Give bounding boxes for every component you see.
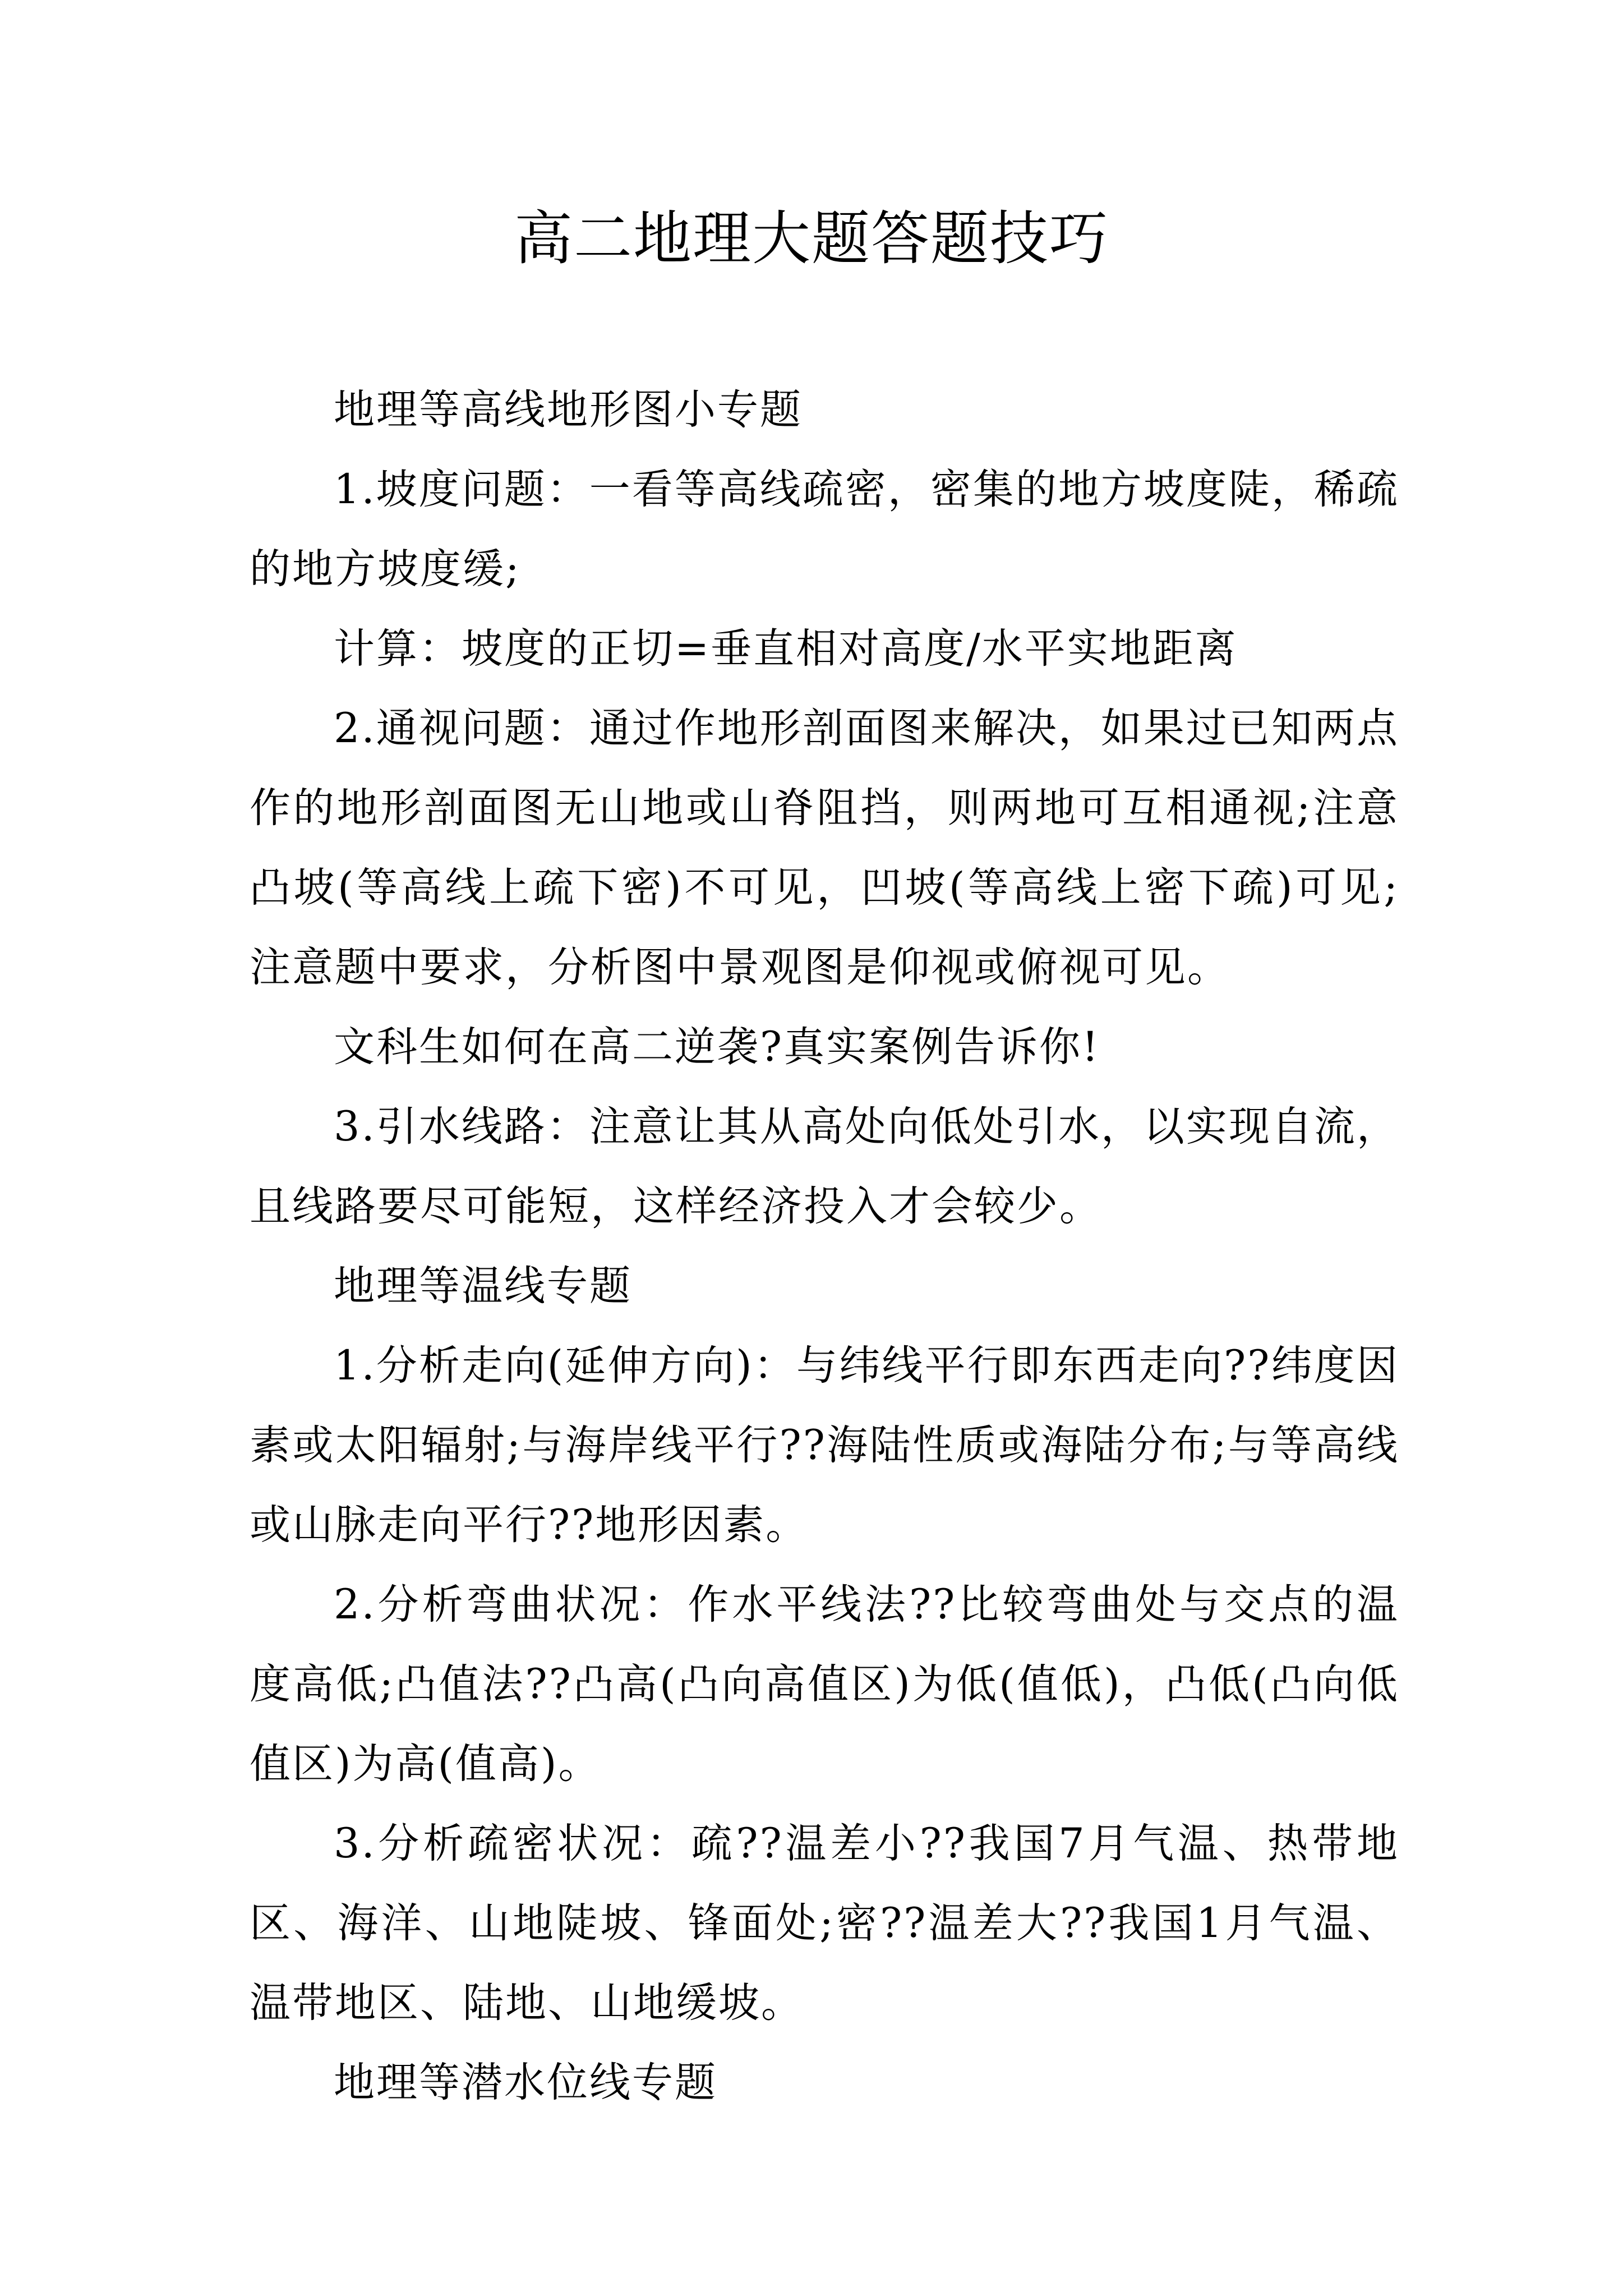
paragraph-isotherm-density: 3.分析疏密状况：疏??温差小??我国7月气温、热带地区、海洋、山地陡坡、锋面处;密??温差大??我国1月气温、温带地区、陆地、山地缓坡。 (250, 1820, 1399, 2027)
paragraph-slope-calc: 计算：坡度的正切=垂直相对高度/水平实地距离 (334, 625, 1238, 673)
section-heading-water-table: 地理等潜水位线专题 (334, 2059, 717, 2106)
section-heading-contour: 地理等高线地形图小专题 (334, 386, 803, 434)
paragraph-isotherm-direction: 1.分析走向(延伸方向)：与纬线平行即东西走向??纬度因素或太阳辐射;与海岸线平行??海陆性质或海陆分布;与等高线或山脉走向平行??地形因素。 (250, 1342, 1399, 1549)
document-title: 高二地理大题答题技巧 (514, 204, 1109, 273)
document-body (250, 370, 1399, 2123)
paragraph-water-route: 3.引水线路：注意让其从高处向低处引水，以实现自流，且线路要尽可能短，这样经济投入才会较少。 (250, 1103, 1399, 1230)
paragraph-slope: 1.坡度问题：一看等高线疏密，密集的地方坡度陡，稀疏的地方坡度缓; (250, 466, 1399, 593)
paragraph-visibility: 2.通视问题：通过作地形剖面图来解决，如果过已知两点作的地形剖面图无山地或山脊阻挡，则两地可互相通视;注意凸坡(等高线上疏下密)不可见，凹坡(等高线上密下疏)可见;注意题中要求，分析图中景观图是仰视或俯视可见。 (250, 705, 1399, 991)
promo-line: 文科生如何在高二逆袭?真实案例告诉你! (334, 1023, 1100, 1071)
paragraph-isotherm-bend: 2.分析弯曲状况：作水平线法??比较弯曲处与交点的温度高低;凸值法??凸高(凸向高值区)为低(值低)，凸低(凸向低值区)为高(值高)。 (250, 1581, 1399, 1788)
section-heading-isotherm: 地理等温线专题 (334, 1262, 632, 1310)
